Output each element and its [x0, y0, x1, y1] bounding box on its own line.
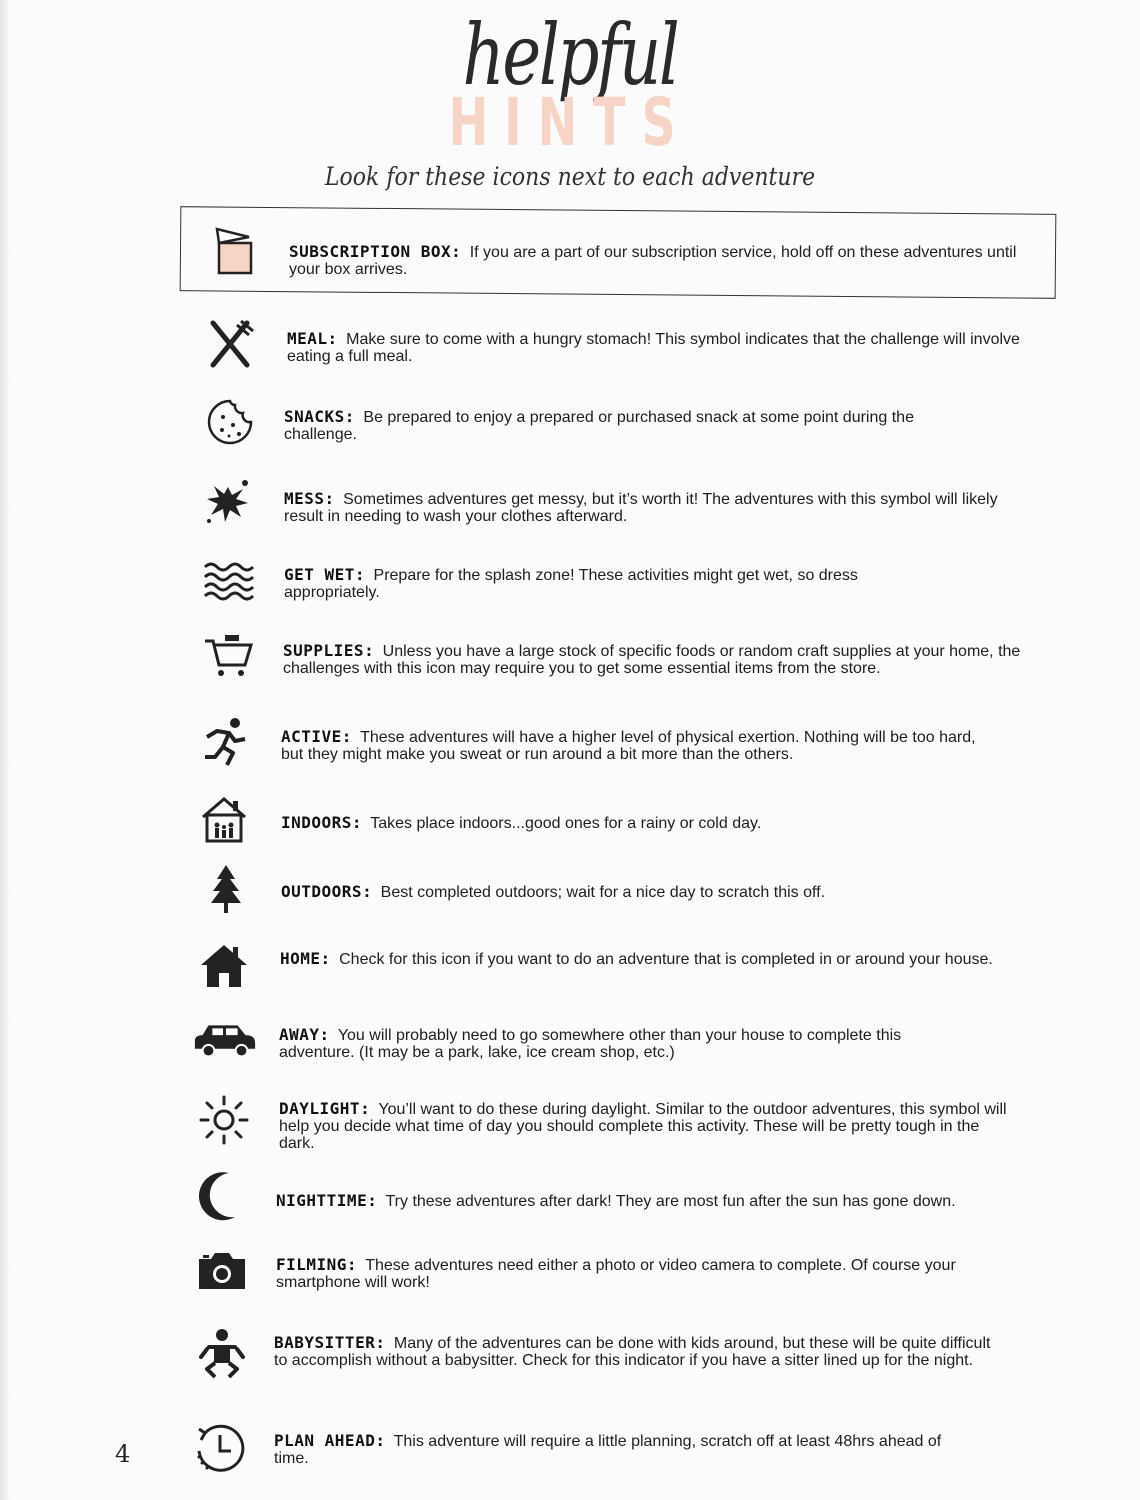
hint-label: DAYLIGHT:: [279, 1099, 371, 1118]
waves-icon: [198, 550, 258, 610]
hint-label: HOME:: [280, 949, 331, 968]
hint-description: Make sure to come with a hungry stomach! This symbol indicates that the challenge will involve eating a full meal.: [287, 331, 1020, 365]
shopping-cart-icon: [198, 624, 258, 684]
hint-label: INDOORS:: [281, 813, 363, 832]
moon-icon: [192, 1166, 252, 1226]
hint-label: PLAN AHEAD:: [274, 1431, 386, 1450]
hint-label: OUTDOORS:: [281, 882, 373, 901]
hint-description: Best completed outdoors; wait for a nice day to scratch this off.: [380, 884, 826, 901]
hint-label: SNACKS:: [284, 407, 355, 426]
subscription-box-icon: [206, 220, 266, 280]
hint-description: These adventures need either a photo or video camera to complete. Of course your smartphone will work!: [276, 1257, 956, 1291]
hint-description: Try these adventures after dark! They are most fun after the sun has gone down.: [385, 1193, 956, 1210]
cookie-icon: [200, 392, 260, 452]
hint-description: You will probably need to go somewhere other than your house to complete this adventure. (It may be a park, lake, ice cream shop, etc.): [279, 1027, 902, 1061]
running-person-icon: [196, 712, 256, 772]
baby-icon: [192, 1324, 252, 1384]
subtitle: Look for these icons next to each adventure: [324, 162, 816, 191]
title-script: helpful: [462, 6, 678, 104]
splat-icon: [198, 472, 258, 532]
hint-description: If you are a part of our subscription service, hold off on these adventures until your box arrives.: [289, 244, 1017, 278]
hint-label: ACTIVE:: [281, 727, 352, 746]
hint-label: SUBSCRIPTION BOX:: [289, 242, 462, 261]
hint-label: AWAY:: [279, 1025, 330, 1044]
hint-label: GET WET:: [284, 565, 366, 584]
hint-label: SUPPLIES:: [283, 641, 375, 660]
hint-description: Takes place indoors...good ones for a rainy or cold day.: [370, 815, 762, 832]
hint-description: You’ll want to do these during daylight. Similar to the outdoor adventures, this symbol will help you decide what time of day you should complete this activity. These will be pretty tough in the dark.: [279, 1101, 1007, 1152]
hint-description: Prepare for the splash zone! These activities might get wet, so dress appropriately.: [284, 567, 858, 601]
hint-description: These adventures will have a higher level of physical exertion. Nothing will be too hard, but they might make you sweat or run around a bit more than the others.: [281, 729, 976, 763]
clock-history-icon: [190, 1418, 250, 1478]
home-icon: [194, 934, 254, 994]
hint-label: BABYSITTER:: [274, 1333, 386, 1352]
page-number: 4: [115, 1440, 131, 1468]
sun-icon: [194, 1090, 254, 1150]
hint-description: Check for this icon if you want to do an adventure that is completed in or around your house.: [339, 951, 993, 968]
camera-icon: [192, 1240, 252, 1300]
hint-label: MESS:: [284, 489, 335, 508]
hint-description: Many of the adventures can be done with kids around, but these will be quite difficult to accomplish without a babysitter. Check for this indicator if you have a sitter lined up for the night.: [274, 1335, 991, 1369]
house-people-icon: [194, 790, 254, 850]
hint-description: Be prepared to enjoy a prepared or purchased snack at some point during the challenge.: [284, 409, 914, 443]
pine-tree-icon: [196, 858, 256, 918]
hint-label: FILMING:: [276, 1255, 358, 1274]
hint-description: Unless you have a large stock of specific foods or random craft supplies at your home, the challenges with this icon may require you to get some essential items from the store.: [283, 643, 1021, 677]
car-icon: [190, 1010, 260, 1070]
title-hints: HINTS: [448, 84, 692, 161]
hint-label: MEAL:: [287, 329, 338, 348]
fork-knife-icon: [200, 314, 260, 374]
hint-label: NIGHTTIME:: [276, 1191, 378, 1210]
hint-description: Sometimes adventures get messy, but it’s worth it! The adventures with this symbol will likely result in needing to wash your clothes afterward.: [284, 491, 998, 525]
hint-description: This adventure will require a little planning, scratch off at least 48hrs ahead of time.: [274, 1433, 942, 1467]
